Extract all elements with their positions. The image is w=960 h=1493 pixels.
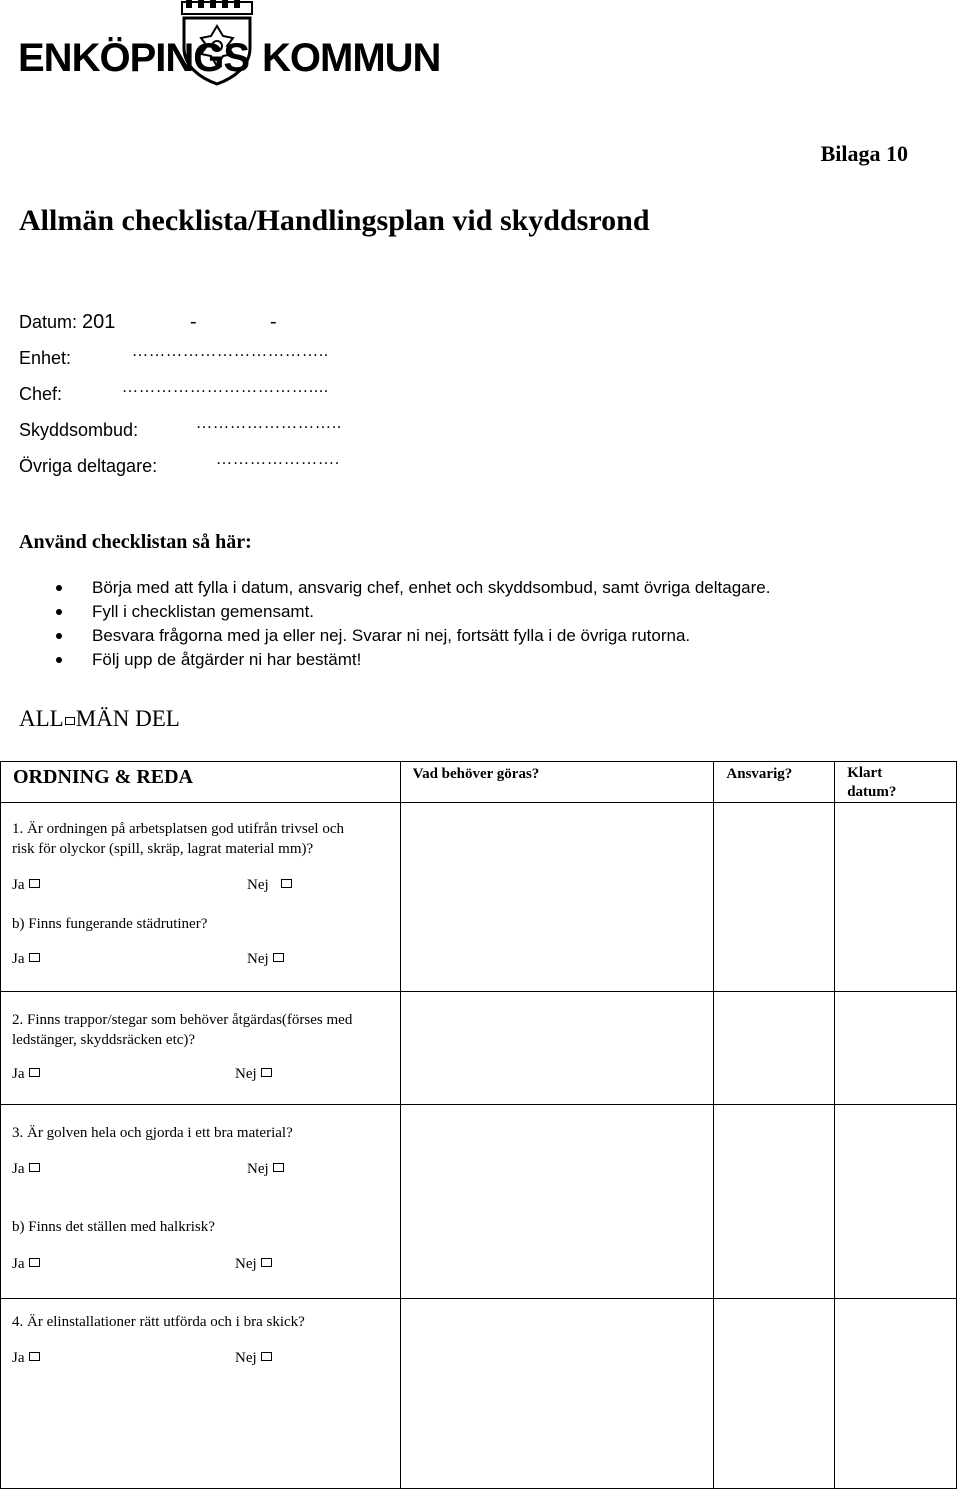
action-cell[interactable] bbox=[400, 992, 714, 1105]
done-date-cell[interactable] bbox=[835, 803, 957, 992]
yes-option[interactable]: Ja bbox=[12, 877, 41, 894]
yes-option[interactable]: Ja bbox=[12, 1161, 41, 1178]
column-header: Vad behöver göras? bbox=[400, 762, 714, 803]
question-text: 4. Är elinstallationer rätt utförda och i bra skick? bbox=[12, 1314, 305, 1330]
checkbox-glyph-icon bbox=[65, 717, 75, 725]
question-text: b) Finns fungerande städrutiner? bbox=[12, 916, 208, 932]
other-participants-dots: …………………. bbox=[216, 451, 340, 468]
no-option[interactable]: Nej bbox=[247, 1161, 285, 1178]
action-cell[interactable] bbox=[400, 1105, 714, 1299]
table-row bbox=[1, 992, 957, 1105]
attachment-label: Bilaga 10 bbox=[820, 141, 908, 166]
checkbox-icon bbox=[261, 1352, 272, 1361]
no-option[interactable]: Nej bbox=[235, 1350, 273, 1367]
list-item: Börja med att fylla i datum, ansvarig chef, enhet och skyddsombud, samt övriga deltagare. bbox=[56, 576, 770, 600]
done-date-cell[interactable] bbox=[835, 992, 957, 1105]
checkbox-icon bbox=[29, 1352, 40, 1361]
yes-option[interactable]: Ja bbox=[12, 1350, 41, 1367]
question-text: risk för olyckor (spill, skräp, lagrat material mm)? bbox=[12, 841, 314, 857]
checkbox-icon bbox=[29, 879, 40, 888]
action-cell[interactable] bbox=[400, 1299, 714, 1489]
checkbox-icon bbox=[273, 953, 284, 962]
instructions-list bbox=[56, 576, 770, 672]
responsible-cell[interactable] bbox=[714, 992, 835, 1105]
checkbox-icon bbox=[29, 953, 40, 962]
chief-dots: …………………………….... bbox=[122, 379, 329, 396]
safety-rep-dots: …………………….. bbox=[196, 415, 342, 432]
coat-of-arms-icon bbox=[176, 0, 258, 86]
list-item: Fyll i checklistan gemensamt. bbox=[56, 600, 770, 624]
question-text: b) Finns det ställen med halkrisk? bbox=[12, 1219, 215, 1235]
checkbox-icon bbox=[29, 1068, 40, 1077]
question-text: ledstänger, skyddsräcken etc)? bbox=[12, 1032, 196, 1048]
checkbox-icon bbox=[29, 1258, 40, 1267]
question-cell bbox=[1, 803, 401, 992]
chief-label: Chef: bbox=[19, 384, 63, 404]
responsible-cell[interactable] bbox=[714, 1299, 835, 1489]
table-row bbox=[1, 1105, 957, 1299]
question-cell bbox=[1, 1299, 401, 1489]
question-text: 3. Är golven hela och gjorda i ett bra material? bbox=[12, 1125, 293, 1141]
checkbox-icon bbox=[281, 879, 292, 888]
other-participants-label: Övriga deltagare: bbox=[19, 456, 158, 476]
no-option[interactable]: Nej bbox=[247, 951, 285, 968]
list-item: Följ upp de åtgärder ni har bestämt! bbox=[56, 648, 770, 672]
column-header: Klart datum? bbox=[835, 762, 957, 803]
question-cell bbox=[1, 1105, 401, 1299]
unit-dots: …………………………….. bbox=[132, 343, 329, 360]
no-option[interactable]: Nej bbox=[235, 1066, 273, 1083]
checkbox-icon bbox=[261, 1068, 272, 1077]
done-date-cell[interactable] bbox=[835, 1105, 957, 1299]
yes-option[interactable]: Ja bbox=[12, 951, 41, 968]
section-title: ALL MÄN DEL bbox=[19, 706, 180, 731]
responsible-cell[interactable] bbox=[714, 803, 835, 992]
checklist-table bbox=[0, 761, 957, 1489]
document-title: Allmän checklista/Handlingsplan vid skyddsrond bbox=[19, 204, 650, 237]
question-cell bbox=[1, 992, 401, 1105]
date-label: Datum: 201 bbox=[19, 311, 116, 333]
checkbox-icon bbox=[29, 1163, 40, 1172]
no-option[interactable]: Nej bbox=[235, 1256, 273, 1273]
responsible-cell[interactable] bbox=[714, 1105, 835, 1299]
question-text: 1. Är ordningen på arbetsplatsen god utifrån trivsel och bbox=[12, 821, 344, 837]
logo-text-right: KOMMUN bbox=[262, 36, 441, 80]
list-item: Besvara frågorna med ja eller nej. Svarar ni nej, fortsätt fylla i de övriga rutorna. bbox=[56, 624, 770, 648]
yes-option[interactable]: Ja bbox=[12, 1066, 41, 1083]
no-option[interactable]: Nej bbox=[247, 877, 293, 894]
yes-option[interactable]: Ja bbox=[12, 1256, 41, 1273]
table-row bbox=[1, 803, 957, 992]
safety-rep-label: Skyddsombud: bbox=[19, 420, 139, 440]
column-header: Ansvarig? bbox=[714, 762, 835, 803]
instructions-heading: Använd checklistan så här: bbox=[19, 531, 252, 553]
logo bbox=[18, 0, 441, 90]
unit-label: Enhet: bbox=[19, 348, 72, 368]
column-header: ORDNING & REDA bbox=[1, 762, 401, 803]
table-row bbox=[1, 1299, 957, 1489]
date-value: 201 bbox=[82, 311, 116, 333]
date-separator: - bbox=[190, 311, 197, 333]
logo-text-left: ENKÖPINGS bbox=[18, 36, 250, 80]
question-text: 2. Finns trappor/stegar som behöver åtgärdas(förses med bbox=[12, 1012, 353, 1028]
date-separator: - bbox=[270, 311, 277, 333]
done-date-cell[interactable] bbox=[835, 1299, 957, 1489]
checkbox-icon bbox=[273, 1163, 284, 1172]
checkbox-icon bbox=[261, 1258, 272, 1267]
action-cell[interactable] bbox=[400, 803, 714, 992]
